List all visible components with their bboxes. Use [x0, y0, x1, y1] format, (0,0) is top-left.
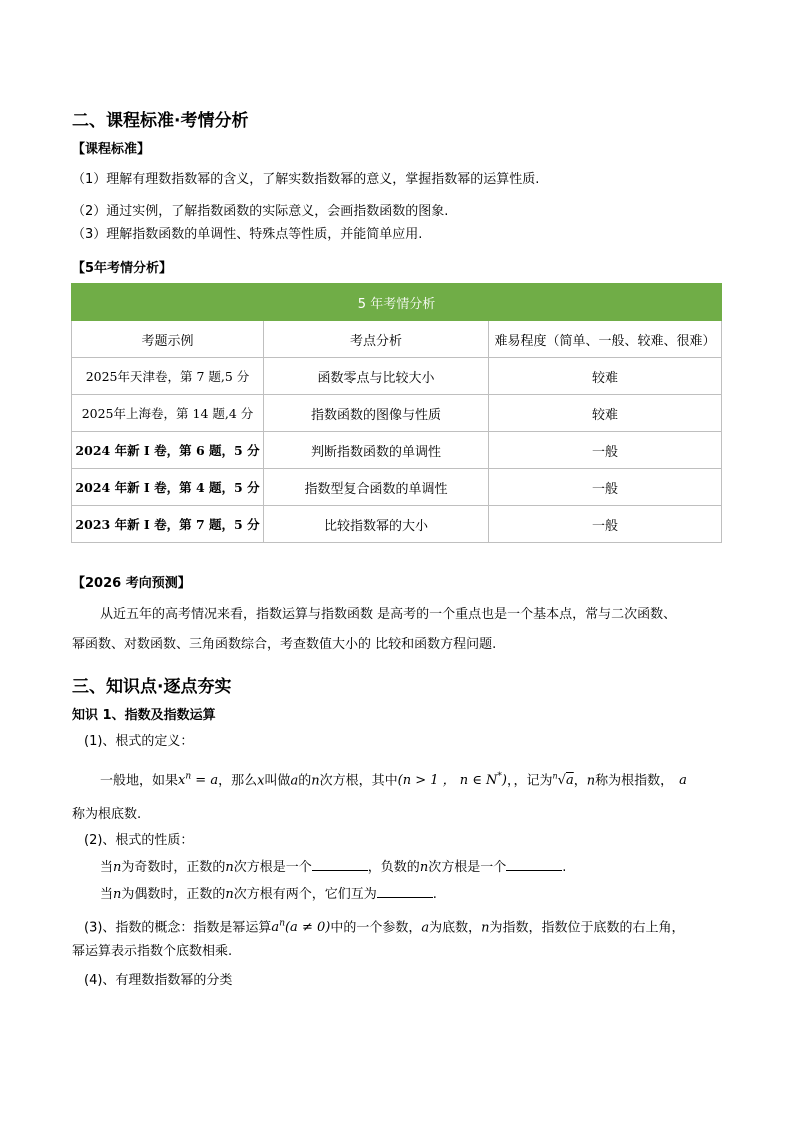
standard-tag: 【课程标准】 — [72, 142, 151, 157]
math-formula: $x^n = a$ — [178, 772, 219, 789]
table-title: 5 年考情分析 — [72, 284, 722, 321]
item3-line1: (3)、指数的概念：指数是幂运算$a^n(a \ne 0)$中的一个参数，a为底数，n为指数，指数位于底数的右上角， — [84, 919, 685, 936]
math-formula: n — [225, 860, 234, 875]
table-row — [72, 395, 722, 432]
math-formula: n — [586, 773, 596, 789]
table-row — [72, 432, 722, 469]
table-cell: 2025年上海卷，第 14 题,4 分 — [72, 395, 264, 432]
item2-odd: 当n为奇数时，正数的n次方根是一个 ，负数的n次方根是一个 . — [100, 860, 567, 875]
table-header-cell: 考题示例 — [72, 321, 264, 358]
forecast-line-2: 幂函数、对数函数、三角函数综合，考查数值大小的 比较和函数方程问题. — [72, 637, 497, 652]
math-formula: a — [290, 773, 299, 789]
table-cell: 判断指数函数的单调性 — [264, 432, 489, 469]
table-cell: 一般 — [489, 506, 722, 543]
math-formula: a — [679, 773, 687, 789]
item3-line2: 幂运算表示指数个底数相乘. — [72, 944, 233, 959]
item1-title: (1)、根式的定义： — [84, 734, 194, 749]
table-cell: 比较指数幂的大小 — [264, 506, 489, 543]
math-formula: x — [257, 773, 265, 789]
math-formula: n — [419, 860, 429, 875]
table-cell: 2025年天津卷，第 7 题,5 分 — [72, 358, 264, 395]
fill-blank[interactable] — [312, 858, 368, 871]
forecast-line-1: 从近五年的高考情况来看，指数运算与指数函数 是高考的一个重点也是一个基本点，常与二次函数、 — [100, 607, 677, 622]
table-cell: 2024 年新 I 卷，第 4 题，5 分 — [72, 469, 264, 506]
math-formula: n — [113, 887, 122, 902]
table-cell: 指数函数的图像与性质 — [264, 395, 489, 432]
math-formula: $a^n(a \ne 0)$ — [271, 919, 331, 936]
exam-analysis-table — [71, 283, 722, 543]
table-header-cell: 难易程度（简单、一般、较难、很难） — [489, 321, 722, 358]
table-cell: 一般 — [489, 432, 722, 469]
table-cell: 一般 — [489, 469, 722, 506]
table-cell: 较难 — [489, 358, 722, 395]
analysis-tag: 【5年考情分析】 — [72, 261, 173, 276]
item1-line1: 一般地，如果$x^n = a$，那么x叫做a的n次方根，其中(n > 1 ， n ∈ N*)，，记为$^n$√a，n称为根指数， a — [100, 772, 687, 789]
fill-blank[interactable] — [506, 858, 562, 871]
table-row — [72, 506, 722, 543]
math-formula: n — [225, 887, 234, 902]
table-header-cell: 考点分析 — [264, 321, 489, 358]
section2-title: 二、课程标准·考情分析 — [72, 111, 249, 131]
table-row — [72, 469, 722, 506]
knowledge-1-title: 知识 1、指数及指数运算 — [72, 708, 216, 723]
standard-item-1: （1）理解有理数指数幂的含义，了解实数指数幂的意义，掌握指数幂的运算性质. — [72, 172, 540, 187]
table-cell: 2023 年新 I 卷，第 7 题，5 分 — [72, 506, 264, 543]
standard-item-2: （2）通过实例，了解指数函数的实际意义，会画指数函数的图象. — [72, 204, 449, 219]
standard-item-3: （3）理解指数函数的单调性、特殊点等性质，并能简单应用. — [72, 227, 423, 242]
item2-title: (2)、根式的性质： — [84, 833, 194, 848]
table-cell: 指数型复合函数的单调性 — [264, 469, 489, 506]
forecast-tag: 【2026 考向预测】 — [72, 576, 191, 591]
math-formula: n — [311, 773, 320, 789]
item2-even: 当n为偶数时，正数的n次方根有两个，它们互为 . — [100, 887, 437, 902]
math-formula: n — [481, 920, 490, 936]
section3-title: 三、知识点·逐点夯实 — [72, 677, 232, 697]
table-cell: 较难 — [489, 395, 722, 432]
item4-title: (4)、有理数指数幂的分类 — [84, 973, 233, 988]
table-cell: 函数零点与比较大小 — [264, 358, 489, 395]
math-formula: a — [421, 920, 430, 936]
table-cell: 2024 年新 I 卷，第 6 题，5 分 — [72, 432, 264, 469]
fill-blank[interactable] — [377, 885, 433, 898]
math-formula: n — [113, 860, 122, 875]
math-formula: (n > 1 ， n ∈ N*) — [397, 772, 507, 789]
table-row — [72, 358, 722, 395]
radical-formula: $^n$√a — [552, 772, 574, 789]
item1-line2: 称为根底数. — [72, 807, 142, 822]
